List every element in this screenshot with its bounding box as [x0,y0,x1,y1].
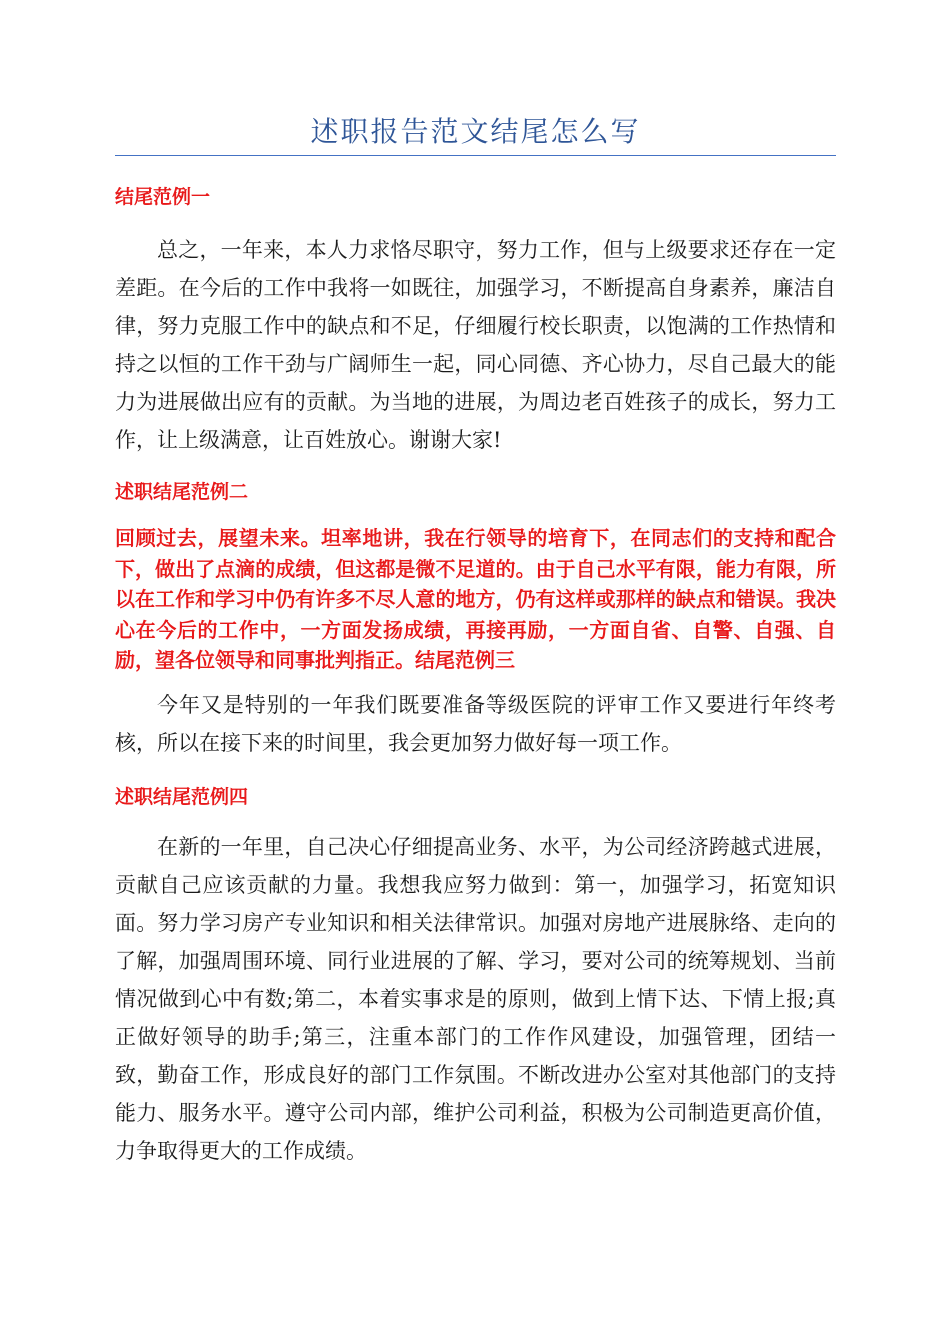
section-heading-2: 述职结尾范例二 [115,481,249,503]
title-underline [115,155,836,156]
document-page [115,0,836,1170]
document-title: 述职报告范文结尾怎么写 [310,115,641,148]
section-heading-1: 结尾范例一 [115,186,211,208]
section-body-4: 在新的一年里，自己决心仔细提高业务、水平，为公司经济跨越式进展，贡献自己应该贡献的力量。我想我应努力做到：第一，加强学习，拓宽知识面。努力学习房产专业知识和相关法律常识。加强对房地产进展脉络、走向的了解，加强周围环境、同行业进展的了解、学习，要对公司的统筹规划、当前情况做到心中有数;第二，本着实事求是的原则，做到上情下达、下情上报;真正做好领导的助手;第三，注重本部门的工作作风建设，加强管理，团结一致，勤奋工作，形成良好的部门工作氛围。不断改进办公室对其他部门的支持能力、服务水平。遵守公司内部，维护公司利益，积极为公司制造更高价值，力争取得更大的工作成绩。 [115,834,836,1163]
section-body-1: 总之，一年来，本人力求恪尽职守，努力工作，但与上级要求还存在一定差距。在今后的工作中我将一如既往，加强学习，不断提高自身素养，廉洁自律，努力克服工作中的缺点和不足，仔细履行校长职责，以饱满的工作热情和持之以恒的工作干劲与广阔师生一起，同心同德、齐心协力，尽自己最大的能力为进展做出应有的贡献。为当地的进展，为周边老百姓孩子的成长，努力工作，让上级满意，让百姓放心。谢谢大家! [115,238,836,452]
section-body-3: 今年又是特别的一年我们既要准备等级医院的评审工作又要进行年终考核，所以在接下来的时间里，我会更加努力做好每一项工作。 [115,692,836,755]
section-heading-4: 述职结尾范例四 [115,785,249,808]
section-body-2: 回顾过去，展望未来。坦率地讲，我在行领导的培育下，在同志们的支持和配合下，做出了点滴的成绩，但这都是微不足道的。由于自己水平有限，能力有限，所以在工作和学习中仍有许多不尽人意的地方，仍有这样或那样的缺点和错误。我决心在今后的工作中，一方面发扬成绩，再接再励，一方面自省、自警、自强、自励，望各位领导和同事批判指正。结尾范例三 [115,526,836,672]
